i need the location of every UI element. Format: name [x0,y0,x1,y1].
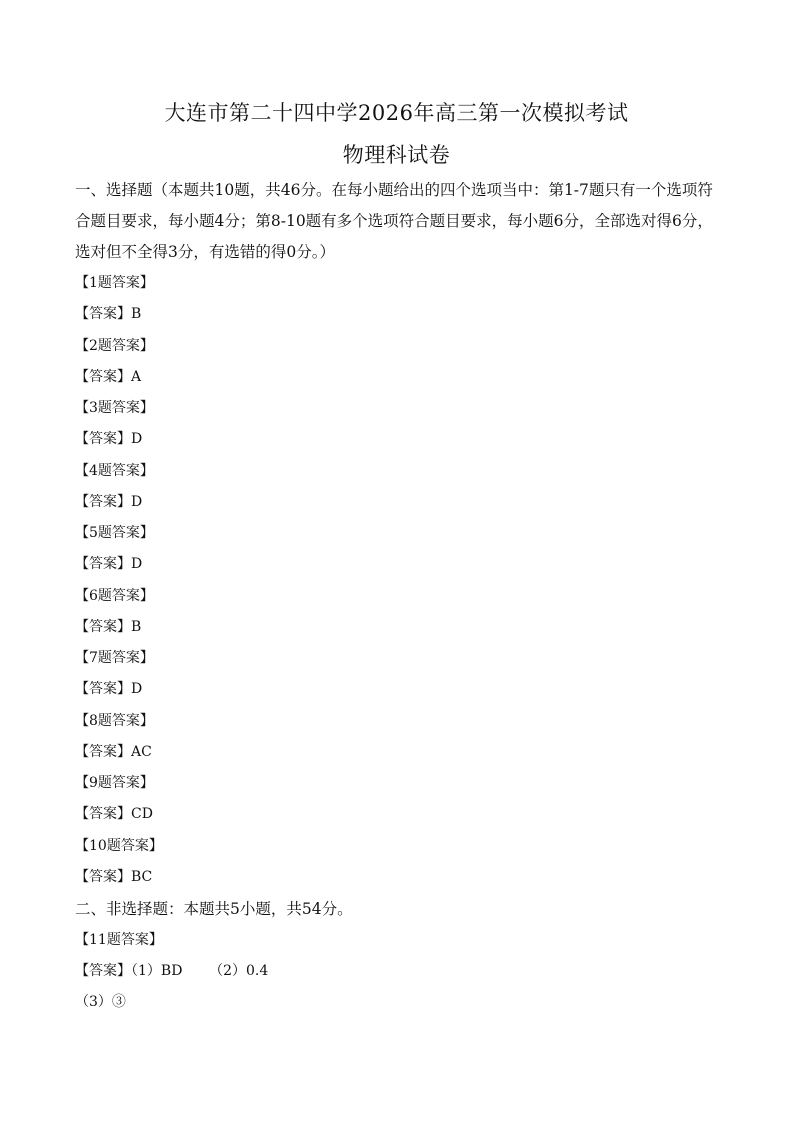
answer-line: 【9题答案】 [75,775,154,791]
exam-title: 大连市第二十四中学2026年高三第一次模拟考试 [164,101,629,125]
answer-line: 【5题答案】 [75,525,154,541]
answer-line: 【11题答案】 [75,932,163,948]
answer-line: 【6题答案】 [75,588,154,604]
exam-subtitle: 物理科试卷 [342,143,451,167]
answer-line: 【答案】A [75,369,142,385]
answer-line: （3）③ [75,994,126,1010]
answer-line: 【答案】D [75,556,143,572]
section-1-heading: 一、选择题（本题共10题，共46分。在每小题给出的四个选项当中：第1-7题只有一个选项符合题目要求，每小题4分；第8-10题有多个选项符合题目要求，每小题6分，全部选对得6分，选对但不全得3分，有选错的得0分。） [75,181,713,261]
answer-line: 【答案】D [75,681,143,697]
answer-line: 【答案】BC [75,869,153,885]
answer-line: 【答案】AC [75,744,152,760]
answer-line: 【答案】B [75,619,142,635]
answer-line: 【2题答案】 [75,338,154,354]
answer-line: 【1题答案】 [75,275,154,291]
answer-line: 【10题答案】 [75,838,163,854]
answer-line: 【答案】D [75,494,143,510]
section-2-heading: 二、非选择题：本题共5小题，共54分。 [75,900,353,918]
answer-line: 【答案】（1）BD （2）0.4 [75,963,269,979]
answer-line: 【7题答案】 [75,650,154,666]
answer-line: 【答案】D [75,431,143,447]
answer-line: 【4题答案】 [75,463,154,479]
answer-line: 【3题答案】 [75,400,154,416]
answer-line: 【答案】B [75,306,142,322]
answer-line: 【答案】CD [75,806,153,822]
answer-line: 【8题答案】 [75,713,154,729]
